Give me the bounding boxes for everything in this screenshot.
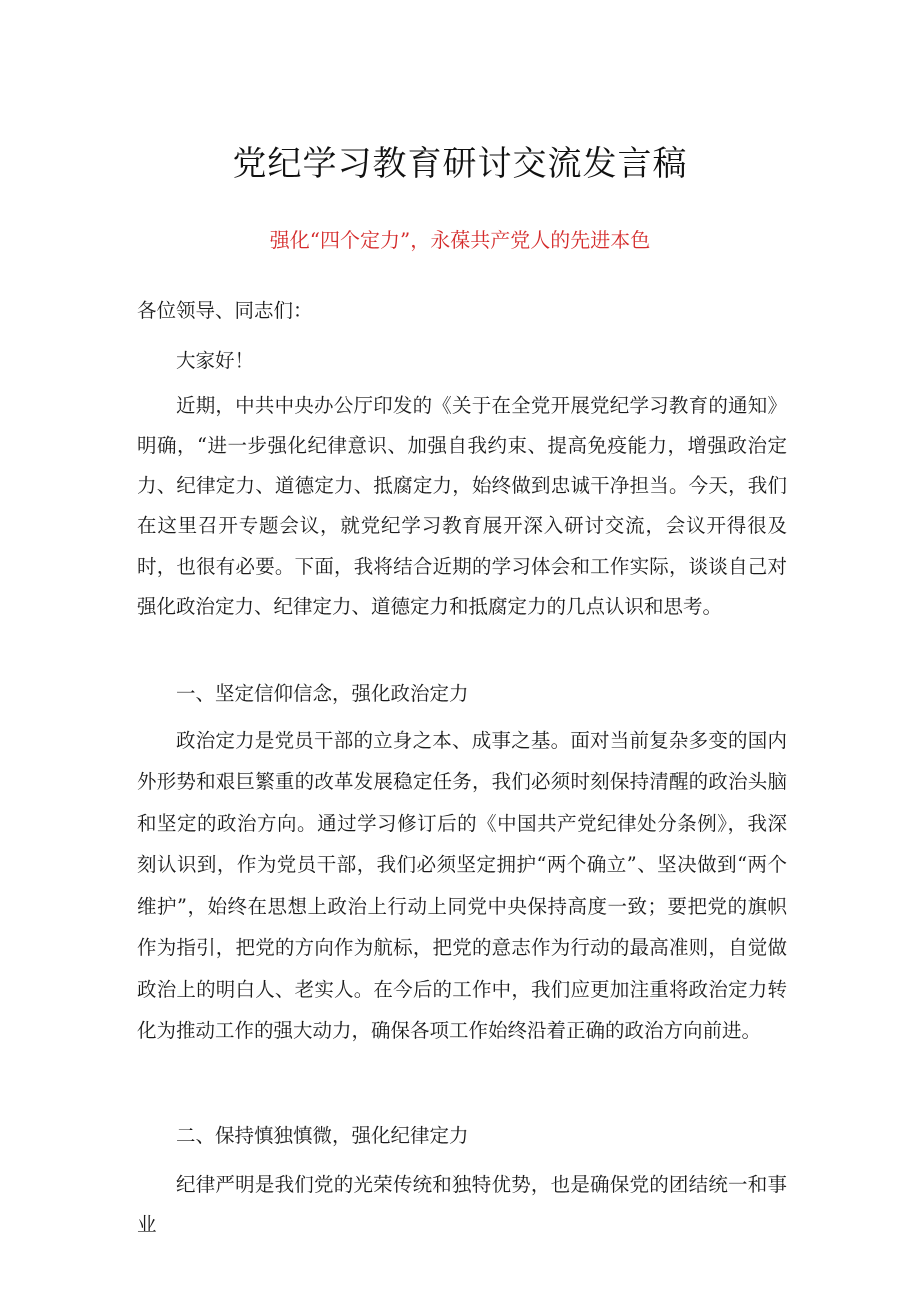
section-heading-2: 二、保持慎独慎微，强化纪律定力 [176,1123,469,1147]
paragraph-intro: 近期，中共中央办公厅印发的《关于在全党开展党纪学习教育的通知》明确，“进一步强化纪律意识、加强自我约束、提高免疫能力，增强政治定力、纪律定力、道德定力、抵腐定力，始终做到忠诚干净担当。今天，我们在这里召开专题会议，就党纪学习教育展开深入研讨交流，会议开得很及时，也很有必要。下面，我将结合近期的学习体会和工作实际，谈谈自己对强化政治定力、纪律定力、道德定力和抵腐定力的几点认识和思考。 [137,393,787,618]
salutation: 各位领导、同志们： [137,298,313,322]
paragraph-discipline: 纪律严明是我们党的光荣传统和独特优势，也是确保党的团结统一和事业 [137,1172,787,1236]
greeting: 大家好！ [176,348,255,372]
document-title: 党纪学习教育研讨交流发言稿 [232,144,688,184]
document-subtitle: 强化“四个定力”，永葆共产党人的先进本色 [269,228,651,252]
paragraph-political: 政治定力是党员干部的立身之本、成事之基。面对当前复杂多变的国内外形势和艰巨繁重的改革发展稳定任务，我们必须时刻保持清醒的政治头脑和坚定的政治方向。通过学习修订后的《中国共产党纪律处分条例》，我深刻认识到，作为党员干部，我们必须坚定拥护“两个确立”、坚决做到“两个维护”，始终在思想上政治上行动上同党中央保持高度一致；要把党的旗帜作为指引，把党的方向作为航标，把党的意志作为行动的最高准则，自觉做政治上的明白人、老实人。在今后的工作中，我们应更加注重将政治定力转化为推动工作的强大动力，确保各项工作始终沿着正确的政治方向前进。 [137,728,787,1042]
section-heading-1: 一、坚定信仰信念，强化政治定力 [176,681,469,705]
